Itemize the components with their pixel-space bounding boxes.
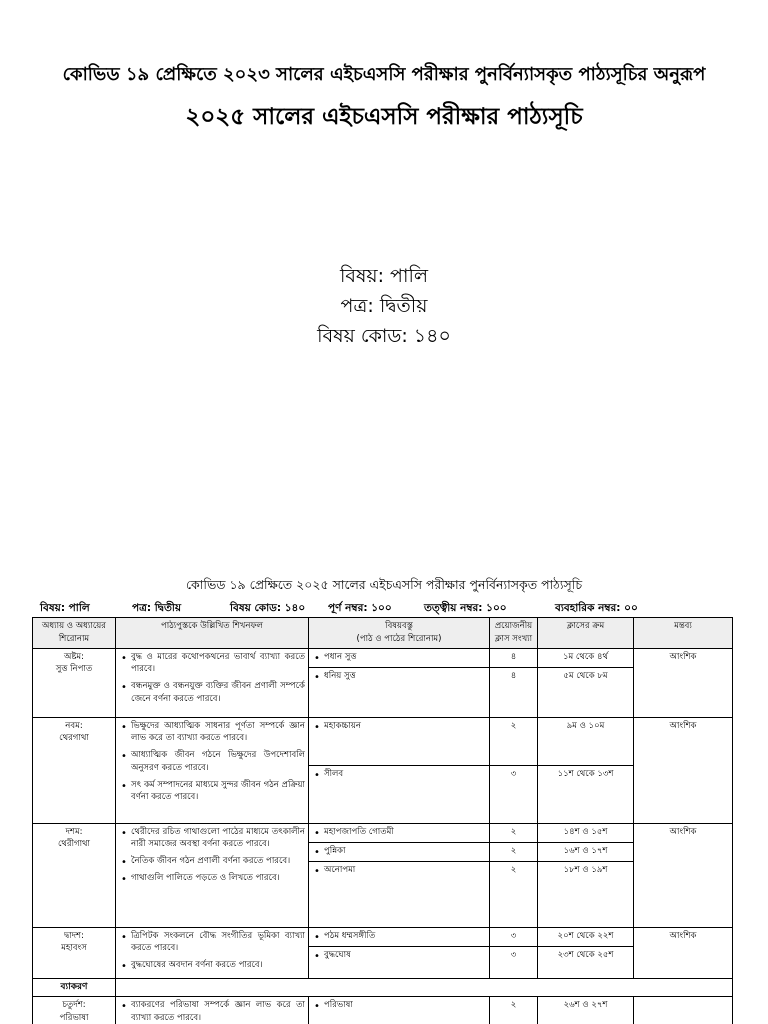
chapter-name: নবম: থেরগাথা bbox=[33, 717, 116, 823]
header-outcomes: পাঠ্যপুস্তকে উল্লিখিত শিখনফল bbox=[116, 618, 309, 649]
class-sequence: ১৬শ ও ১৭শ bbox=[538, 842, 634, 861]
outcome-item: • বুদ্ধ ও মারের কথোপকথনের ভাবার্থ ব্যাখ্যা করতে পারবে। bbox=[119, 651, 305, 677]
table-row bbox=[33, 927, 733, 946]
remark: আংশিক bbox=[634, 927, 733, 978]
meta-practical-marks: ব্যবহারিক নম্বর: ০০ bbox=[555, 602, 638, 614]
meta-code: বিষয় কোড: ১৪০ bbox=[230, 602, 306, 614]
outcome-item: • ত্রিপিটক সংকলনে বৌদ্ধ সংগীতির ভূমিকা ব্যাখ্যা করতে পারবে। bbox=[119, 930, 305, 956]
lesson-content: • মহাকচ্চায়ন bbox=[309, 717, 490, 765]
outcome-item: • ভিক্ষুদের আধ্যাত্মিক সাধনার পূর্ণতা সম্পর্কে জ্ঞান লাভ করে তা ব্যাখ্যা করতে পারবে। bbox=[119, 720, 305, 746]
lesson-content: • ধনিয় সুত্ত bbox=[309, 667, 490, 717]
class-count: ২ bbox=[490, 997, 538, 1024]
table-row bbox=[33, 648, 733, 667]
class-count: ৩ bbox=[490, 927, 538, 946]
lesson-content: • পঠম ধম্মসঙ্গীতি bbox=[309, 927, 490, 946]
class-sequence: ২৬শ ও ২৭শ bbox=[538, 997, 634, 1024]
learning-outcomes bbox=[116, 823, 309, 927]
lesson-content: • পধান সুত্ত bbox=[309, 648, 490, 667]
class-sequence: ৫ম থেকে ৮ম bbox=[538, 667, 634, 717]
meta-paper: পত্র: দ্বিতীয় bbox=[132, 602, 182, 614]
class-count: ৩ bbox=[490, 946, 538, 978]
outcome-item: • নৈতিক জীবন গঠন প্রণালী বর্ণনা করতে পারবে। bbox=[119, 855, 305, 868]
class-count: ৩ bbox=[490, 765, 538, 823]
remark: আংশিক bbox=[634, 648, 733, 717]
header-content: বিষয়বস্তু (পাঠ ও পাঠের শিরোনাম) bbox=[309, 618, 490, 649]
outcome-item: • ব্যাকরণের পরিভাষা সম্পর্কে জ্ঞান লাভ করে তা ব্যাখ্যা করতে পারবে। bbox=[119, 999, 305, 1024]
class-sequence: ১১শ থেকে ১৩শ bbox=[538, 765, 634, 823]
meta-full-marks: পূর্ণ নম্বর: ১০০ bbox=[328, 602, 392, 614]
remark: আংশিক bbox=[634, 717, 733, 823]
class-count: ৪ bbox=[490, 667, 538, 717]
remark bbox=[634, 997, 733, 1024]
class-sequence: ২০শ থেকে ২২শ bbox=[538, 927, 634, 946]
chapter-name: দশম: থেরীগাথা bbox=[33, 823, 116, 927]
header-line-1: কোভিড ১৯ প্রেক্ষিতে ২০২৩ সালের এইচএসসি পরীক্ষার পুনর্বিন্যাসকৃত পাঠ্যসূচির অনুরূপ bbox=[62, 64, 706, 85]
remark: আংশিক bbox=[634, 823, 733, 927]
section-spacer bbox=[116, 978, 733, 997]
outcome-item: • বন্ধনমুক্ত ও বন্ধনযুক্ত ব্যক্তির জীবন প্রণালী সম্পর্কে জেনে বর্ণনা করতে পারবে। bbox=[119, 680, 305, 706]
outcome-item: • সৎ কর্ম সম্পাদনের মাধ্যমে সুন্দর জীবন গঠন প্রক্রিয়া বর্ণনা করতে পারবে। bbox=[119, 779, 305, 805]
chapter-name: দ্বাদশ: মহাবংস bbox=[33, 927, 116, 978]
meta-theory-marks: তত্ত্বীয় নম্বর: ১০০ bbox=[424, 602, 507, 614]
outcome-item: • থেরীদের রচিত গাথাগুলো পাঠের মাধ্যমে তৎকালীন নারী সমাজের অবস্থা বর্ণনা করতে পারবে। bbox=[119, 826, 305, 852]
class-count: ২ bbox=[490, 842, 538, 861]
lesson-content: • পুন্নিকা bbox=[309, 842, 490, 861]
class-sequence: ৯ম ও ১০ম bbox=[538, 717, 634, 765]
class-count: ২ bbox=[490, 823, 538, 842]
lesson-content: • পরিভাষা bbox=[309, 997, 490, 1024]
class-sequence: ১ম থেকে ৪র্থ bbox=[538, 648, 634, 667]
paper-name: পত্র: দ্বিতীয় bbox=[340, 295, 428, 317]
learning-outcomes bbox=[116, 927, 309, 978]
subject-name: বিষয়: পালি bbox=[339, 265, 429, 287]
lesson-content: • মহাপজাপতি গোতমী bbox=[309, 823, 490, 842]
page-title: ২০২৫ সালের এইচএসসি পরীক্ষার পাঠ্যসূচি bbox=[185, 104, 583, 130]
table-header-row bbox=[33, 618, 733, 649]
learning-outcomes bbox=[116, 997, 309, 1024]
table-row bbox=[33, 823, 733, 842]
class-sequence: ১৪শ ও ১৫শ bbox=[538, 823, 634, 842]
class-count: ২ bbox=[490, 861, 538, 927]
section-row bbox=[33, 978, 733, 997]
lesson-content: • সীলব bbox=[309, 765, 490, 823]
header-classes: প্রয়োজনীয় ক্লাস সংখ্যা bbox=[490, 618, 538, 649]
learning-outcomes bbox=[116, 717, 309, 823]
table-title: কোভিড ১৯ প্রেক্ষিতে ২০২৫ সালের এইচএসসি পরীক্ষার পুনর্বিন্যাসকৃত পাঠ্যসূচি bbox=[185, 577, 583, 592]
outcome-item: • গাথাগুলি পালিতে পড়তে ও লিখতে পারবে। bbox=[119, 872, 305, 885]
syllabus-table bbox=[32, 617, 733, 1024]
table-row bbox=[33, 997, 733, 1024]
class-count: ২ bbox=[490, 717, 538, 765]
class-sequence: ১৮শ ও ১৯শ bbox=[538, 861, 634, 927]
chapter-name: চতুর্দশ: পরিভাষা bbox=[33, 997, 116, 1024]
chapter-name: অষ্টম: সুত্ত নিপাত bbox=[33, 648, 116, 717]
section-heading: ব্যাকরণ bbox=[33, 978, 116, 997]
lesson-content: • অনোপমা bbox=[309, 861, 490, 927]
header-remarks: মন্তব্য bbox=[634, 618, 733, 649]
class-count: ৪ bbox=[490, 648, 538, 667]
class-sequence: ২৩শ থেকে ২৫শ bbox=[538, 946, 634, 978]
outcome-item: • আধ্যাত্মিক জীবন গঠনে ভিক্ষুদের উপদেশাবলি অনুসরণ করতে পারবে। bbox=[119, 749, 305, 775]
subject-code: বিষয় কোড: ১৪০ bbox=[317, 325, 451, 347]
meta-subject: বিষয়: পালি bbox=[40, 602, 90, 614]
header-sequence: ক্লাসের ক্রম bbox=[538, 618, 634, 649]
lesson-content: • বুদ্ধঘোষ bbox=[309, 946, 490, 978]
table-row bbox=[33, 717, 733, 765]
header-chapter: অধ্যায় ও অধ্যায়ের শিরোনাম bbox=[33, 618, 116, 649]
outcome-item: • বুদ্ধঘোষের অবদান বর্ণনা করতে পারবে। bbox=[119, 959, 305, 972]
learning-outcomes bbox=[116, 648, 309, 717]
